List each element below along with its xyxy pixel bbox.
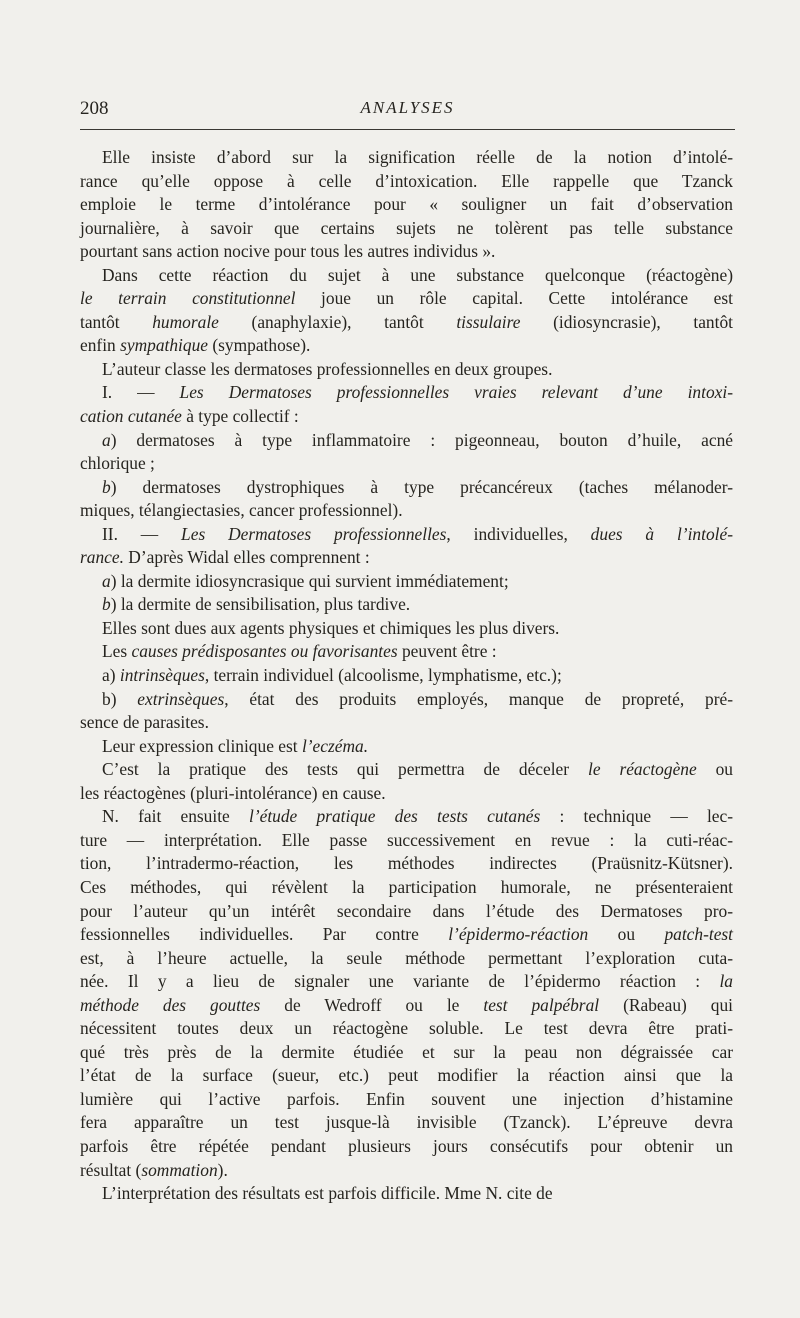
text-line: [80, 405, 733, 429]
text-segment: (idiosyncrasie), tantôt: [520, 311, 733, 332]
text-segment: les réactogènes (pluri-intolérance) en cause.: [80, 782, 386, 803]
text-segment: II. —: [102, 523, 182, 544]
italic-text: rance.: [80, 547, 124, 568]
italic-text: extrinsèques: [137, 688, 225, 709]
italic-text: l’eczéma.: [301, 735, 369, 756]
text-segment: journalière, à savoir que certains sujets ne tolèrent pas telle substance: [80, 217, 733, 238]
text-line: [80, 593, 733, 617]
text-segment: peuvent être :: [397, 641, 497, 662]
text-segment: Ces méthodes, qui révèlent la participation humorale, ne présenteraient: [80, 876, 733, 897]
italic-text: cation cutanée: [80, 406, 182, 427]
text-line: [80, 523, 733, 547]
text-line: [80, 546, 733, 570]
text-segment: (anaphylaxie), tantôt: [218, 311, 457, 332]
italic-text: b: [102, 594, 111, 615]
text-line: [80, 499, 733, 523]
text-line: [80, 829, 733, 853]
text-line: [80, 240, 733, 264]
text-line: [80, 1182, 733, 1206]
text-segment: Elle insiste d’abord sur la signification réelle de la notion d’intolé-: [102, 147, 733, 167]
text-segment: sence de parasites.: [80, 712, 209, 733]
text-line: [80, 381, 733, 405]
text-line: [80, 1064, 733, 1088]
text-segment: ou: [696, 759, 734, 780]
text-segment: ) dermatoses à type inflammatoire : pigeonneau, bouton d’huile, acné: [110, 429, 733, 450]
text-line: [80, 1041, 733, 1065]
text-segment: C’est la pratique des tests qui permettra de déceler: [102, 759, 588, 780]
text-line: [80, 947, 733, 971]
italic-text: b: [102, 476, 111, 497]
text-segment: fessionnelles individuelles. Par contre: [80, 924, 449, 945]
text-line: [80, 994, 733, 1018]
italic-text: a: [102, 570, 111, 591]
text-line: [80, 852, 733, 876]
text-segment: ) la dermite de sensibilisation, plus tardive.: [110, 594, 411, 615]
text-segment: à type collectif :: [181, 406, 299, 427]
text-line: [80, 1088, 733, 1112]
text-segment: D’après Widal elles comprennent :: [123, 547, 370, 568]
italic-text: test palpébral: [483, 994, 600, 1015]
text-line: [80, 758, 733, 782]
text-segment: rance qu’elle oppose à celle d’intoxication. Elle rappelle que Tzanck: [80, 170, 733, 191]
text-line: [80, 452, 733, 476]
text-line: [80, 1135, 733, 1159]
text-segment: Dans cette réaction du sujet à une substance quelconque (réactogène): [102, 264, 733, 285]
text-segment: enfin: [80, 335, 121, 356]
text-segment: fera apparaître un test jusque-là invisible (Tzanck). L’épreuve devra: [80, 1112, 733, 1133]
italic-text: a: [102, 429, 111, 450]
text-line: [80, 358, 733, 382]
text-line: [80, 287, 733, 311]
italic-text: dues à l’intolé-: [590, 523, 733, 544]
text-line: [80, 1159, 733, 1183]
text-line: [80, 311, 733, 335]
text-segment: résultat (: [80, 1159, 142, 1180]
italic-text: patch-test: [664, 924, 734, 945]
text-segment: emploie le terme d’intolérance pour « souligner un fait d’observation: [80, 194, 733, 215]
italic-text: tissulaire: [456, 311, 521, 332]
text-segment: N. fait ensuite: [102, 806, 249, 827]
text-line: [80, 805, 733, 829]
text-line: [80, 617, 733, 641]
text-segment: , état des produits employés, manque de propreté, pré-: [224, 688, 733, 709]
text-line: [80, 217, 733, 241]
text-segment: l’état de la surface (sueur, etc.) peut modifier la réaction ainsi que la: [80, 1065, 733, 1086]
text-line: [80, 1017, 733, 1041]
text-segment: ) la dermite idiosyncrasique qui survient immédiatement;: [110, 570, 509, 591]
italic-text: l’épidermo-réaction: [448, 924, 589, 945]
section-title: ANALYSES: [360, 98, 455, 117]
text-line: [80, 193, 733, 217]
text-segment: parfois être répétée pendant plusieurs jours consécutifs pour obtenir un: [80, 1135, 733, 1156]
text-segment: ) dermatoses dystrophiques à type précancéreux (taches mélanoder-: [110, 476, 733, 497]
text-line: [80, 334, 733, 358]
text-segment: ou: [588, 924, 665, 945]
text-segment: Leur expression clinique est: [102, 735, 302, 756]
italic-text: sommation: [141, 1159, 218, 1180]
text-segment: tantôt: [80, 311, 153, 332]
text-segment: (Rabeau) qui: [599, 994, 733, 1015]
italic-text: la: [719, 971, 733, 992]
text-line: [80, 923, 733, 947]
italic-text: humorale: [152, 311, 219, 332]
page-number: 208: [80, 98, 109, 119]
text-line: [80, 476, 733, 500]
text-segment: nécessitent toutes deux un réactogène soluble. Le test devra être prati-: [80, 1018, 733, 1039]
text-line: [80, 1111, 733, 1135]
running-head: [80, 98, 735, 122]
text-segment: , individuelles,: [446, 523, 591, 544]
header-rule: [80, 129, 735, 130]
text-segment: lumière qui l’active parfois. Enfin souvent une injection d’histamine: [80, 1088, 733, 1109]
text-segment: ture — interprétation. Elle passe successivement en revue : la cuti-réac-: [80, 829, 733, 850]
text-line: [80, 876, 733, 900]
text-line: [80, 170, 733, 194]
text-line: [80, 711, 733, 735]
text-segment: joue un rôle capital. Cette intolérance est: [295, 288, 733, 309]
text-segment: tion, l’intradermo-réaction, les méthodes indirectes (Praüsnitz-Kütsner).: [80, 853, 733, 874]
text-segment: : technique — lec-: [540, 806, 734, 827]
italic-text: Les Dermatoses professionnelles vraies relevant d’une intoxi-: [179, 382, 733, 403]
text-segment: est, à l’heure actuelle, la seule méthode permettant l’exploration cuta-: [80, 947, 733, 968]
text-segment: I. —: [102, 382, 180, 403]
text-line: [80, 900, 733, 924]
text-segment: L’auteur classe les dermatoses professionnelles en deux groupes.: [102, 358, 553, 379]
text-line: [80, 782, 733, 806]
text-segment: b): [102, 688, 138, 709]
text-line: [80, 429, 733, 453]
italic-text: méthode des gouttes: [80, 994, 261, 1015]
italic-text: sympathique: [120, 335, 208, 356]
italic-text: l’étude pratique des tests cutanés: [248, 806, 541, 827]
text-segment: ).: [217, 1159, 228, 1180]
text-line: [80, 688, 733, 712]
text-line: [80, 146, 733, 170]
body-text: [80, 146, 733, 1206]
text-line: [80, 264, 733, 288]
text-line: [80, 640, 733, 664]
text-segment: de Wedroff ou le: [260, 994, 484, 1015]
italic-text: causes prédisposantes ou favorisantes: [131, 641, 398, 662]
italic-text: intrinsèques: [119, 665, 205, 686]
text-segment: miques, télangiectasies, cancer professionnel).: [80, 500, 403, 521]
text-line: [80, 970, 733, 994]
text-segment: chlorique ;: [80, 453, 155, 474]
text-segment: pour l’auteur qu’un intérêt secondaire dans l’étude des Dermatoses pro-: [80, 900, 733, 921]
text-segment: Elles sont dues aux agents physiques et chimiques les plus divers.: [102, 617, 560, 638]
text-segment: née. Il y a lieu de signaler une variante de l’épidermo réaction :: [80, 971, 720, 992]
text-segment: (sympathose).: [208, 335, 311, 356]
text-segment: L’interprétation des résultats est parfois difficile. Mme N. cite de: [102, 1183, 553, 1204]
text-segment: , terrain individuel (alcoolisme, lymphatisme, etc.);: [204, 665, 562, 686]
italic-text: le terrain constitutionnel: [80, 288, 296, 309]
text-line: [80, 735, 733, 759]
text-line: [80, 570, 733, 594]
text-segment: Les: [102, 641, 132, 662]
text-segment: qué très près de la dermite étudiée et sur la peau non dégraissée car: [80, 1041, 733, 1062]
italic-text: Les Dermatoses professionnelles: [181, 523, 447, 544]
italic-text: le réactogène: [587, 759, 697, 780]
text-line: [80, 664, 733, 688]
text-segment: a): [102, 665, 120, 686]
text-segment: pourtant sans action nocive pour tous les autres individus ».: [80, 241, 496, 262]
